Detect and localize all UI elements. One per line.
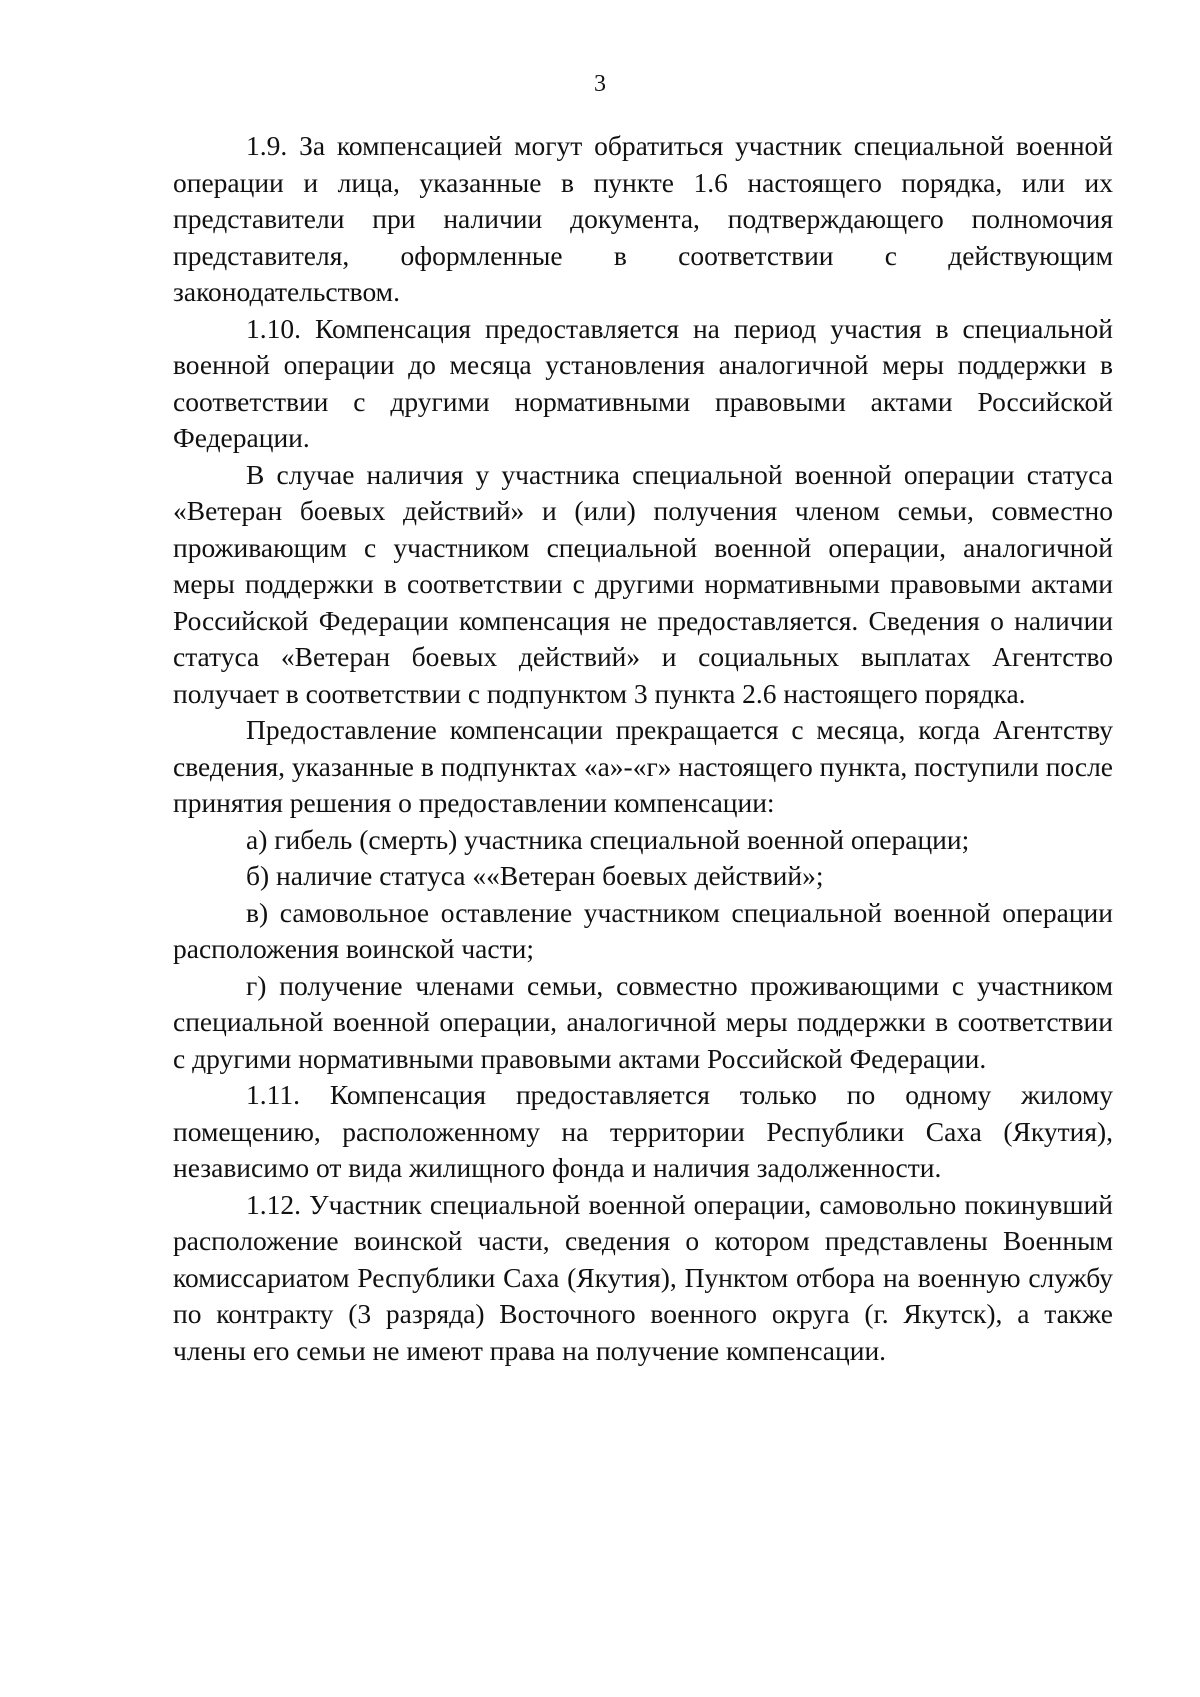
- document-body: [173, 128, 1113, 1369]
- paragraph-1-11: 1.11. Компенсация предоставляется только по одному жилому помещению, расположенному на территории Республики Саха (Якутия), независимо от вида жилищного фонда и наличия задолженности.: [173, 1079, 1113, 1183]
- paragraph-status-exclusion: В случае наличия у участника специальной военной операции статуса «Ветеран боевых действий» и (или) получения членом семьи, совместно проживающим с участником специальной военной операции, аналогичной меры поддержки в соответствии с другими нормативными правовыми актами Российской Федерации компенсация не предоставляется. Сведения о наличии статуса «Ветеран боевых действий» и социальных выплатах Агентство получает в соответствии с подпунктом 3 пункта 2.6 настоящего порядка.: [173, 458, 1113, 709]
- list-item-a: а) гибель (смерть) участника специальной военной операции;: [246, 823, 970, 855]
- list-item-v: в) самовольное оставление участником специальной военной операции расположения воинской части;: [173, 896, 1113, 964]
- page-number: 3: [594, 71, 606, 97]
- paragraph-1-10: 1.10. Компенсация предоставляется на период участия в специальной военной операции до месяца установления аналогичной меры поддержки в соответствии с другими нормативными правовыми актами Российской Федерации.: [173, 312, 1113, 453]
- paragraph-termination: Предоставление компенсации прекращается с месяца, когда Агентству сведения, указанные в подпунктах «а»-«г» настоящего пункта, поступили после принятия решения о предоставлении компенсации:: [173, 714, 1113, 818]
- list-item-b: б) наличие статуса ««Ветеран боевых действий»;: [246, 860, 824, 891]
- list-item-g: г) получение членами семьи, совместно проживающими с участником специальной военной операции, аналогичной меры поддержки в соответствии с другими нормативными правовыми актами Российской Федерации.: [173, 969, 1113, 1074]
- paragraph-1-9: 1.9. За компенсацией могут обратиться участник специальной военной операции и лица, указанные в пункте 1.6 настоящего порядка, или их представители при наличии документа, подтверждающего полномочия представителя, оформленные в соответствии с действующим законодательством.: [173, 130, 1113, 307]
- paragraph-1-12: 1.12. Участник специальной военной операции, самовольно покинувший расположение воинской части, сведения о котором представлены Военным комиссариатом Республики Саха (Якутия), Пунктом отбора на военную службу по контракту (3 разряда) Восточного военного округа (г. Якутск), а также члены его семьи не имеют права на получение компенсации.: [173, 1188, 1113, 1366]
